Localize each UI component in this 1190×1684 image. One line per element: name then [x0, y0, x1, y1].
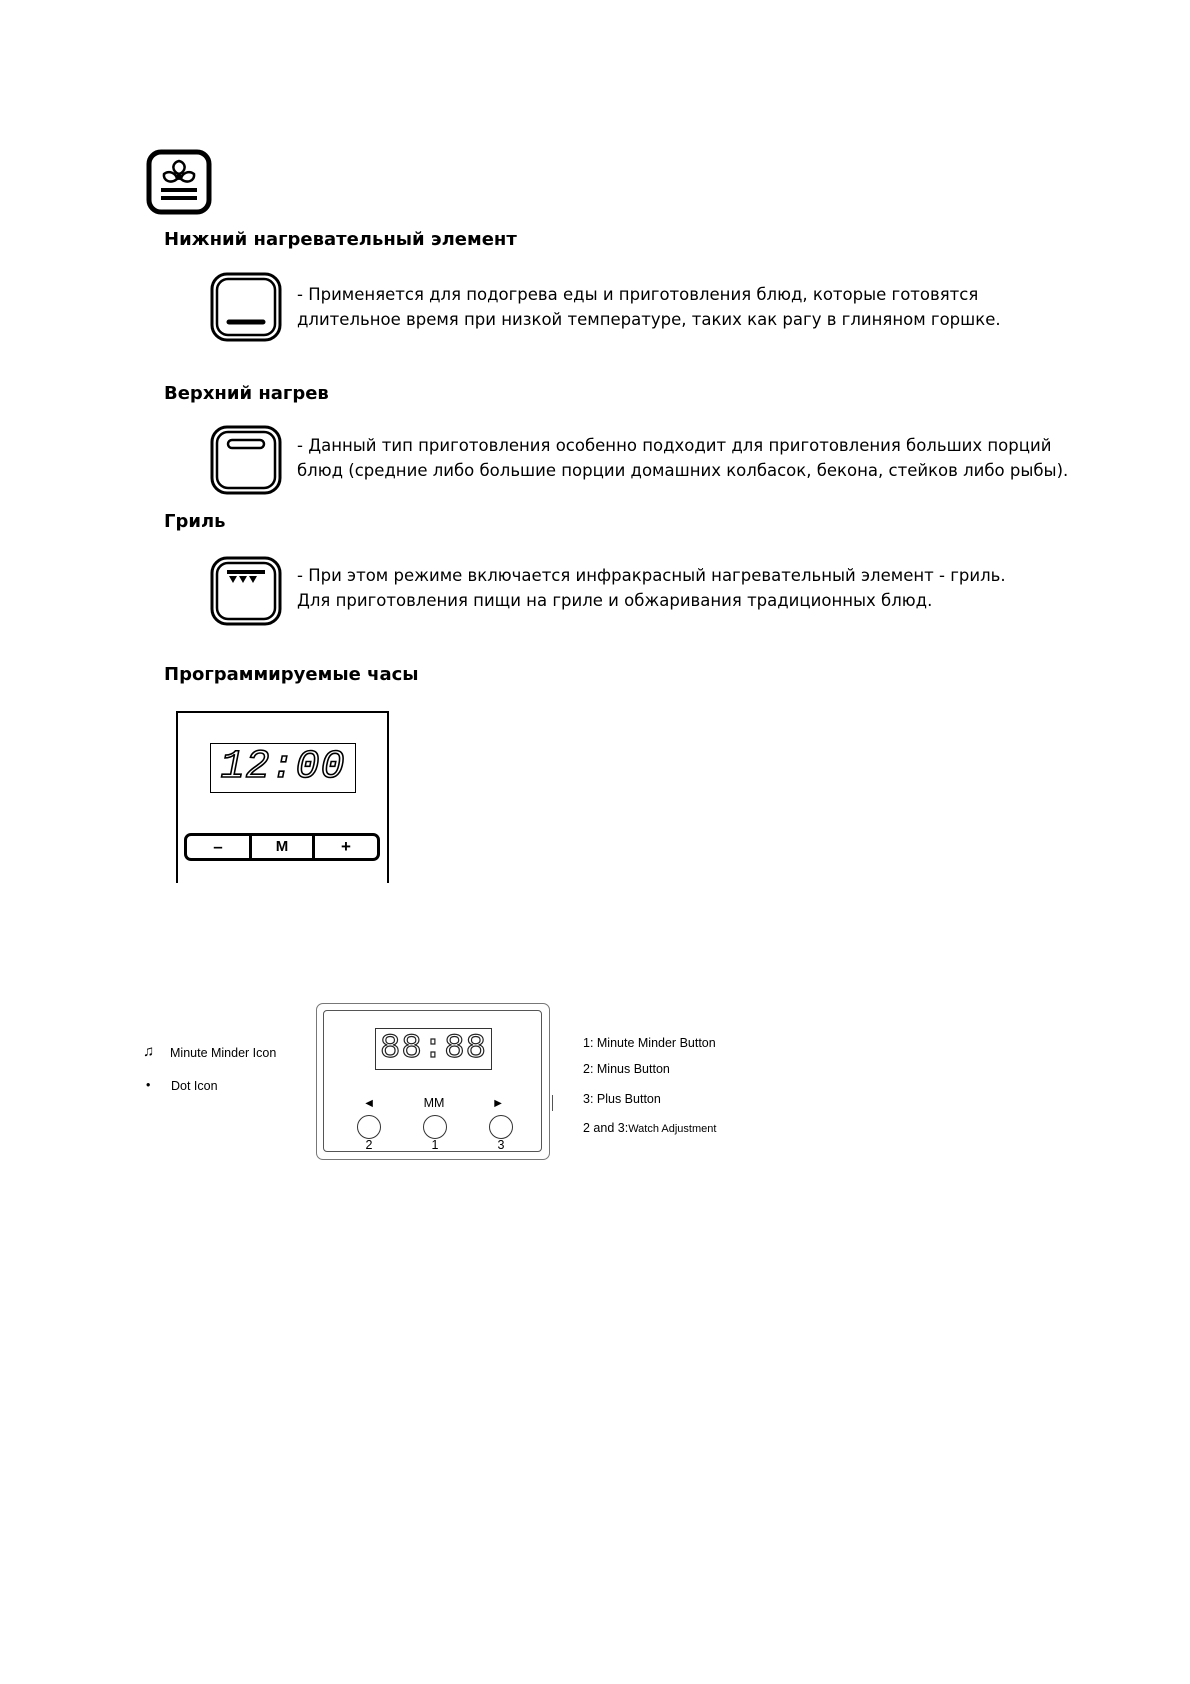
right-arrow-icon: ► — [491, 1096, 505, 1110]
legend-minus-button: 2: Minus Button — [583, 1062, 670, 1076]
clock-panel — [176, 711, 389, 883]
desc-line: блюд (средние либо большие порции домашних колбасок, бекона, стейков либо рыбы). — [297, 461, 1069, 480]
panel-edge-mark — [552, 1095, 553, 1111]
mm-label: MM — [423, 1096, 445, 1110]
legend-minute-minder-button: 1: Minute Minder Button — [583, 1036, 716, 1050]
button-number: 3 — [497, 1138, 505, 1152]
minus-button[interactable] — [357, 1115, 381, 1139]
section-heading-bottom-heat: Нижний нагревательный элемент — [164, 229, 517, 250]
section-heading-top-heat: Верхний нагрев — [164, 383, 329, 404]
desc-line: - Применяется для подогрева еды и приготовления блюд, которые готовятся — [297, 285, 979, 304]
clock-minus-button[interactable]: – — [187, 836, 252, 858]
clock-display — [210, 743, 356, 793]
fan-bottom-heat-icon — [146, 149, 212, 215]
clock-button-bar — [184, 833, 380, 861]
grill-icon — [209, 555, 283, 627]
clock-mode-button[interactable]: M — [252, 836, 315, 858]
desc-line: - Данный тип приготовления особенно подходит для приготовления больших порций — [297, 436, 1052, 455]
top-heat-icon — [209, 424, 283, 496]
left-arrow-icon: ◄ — [362, 1096, 376, 1110]
desc-line: Для приготовления пищи на гриле и обжаривания традиционных блюд. — [297, 591, 933, 610]
desc-line: - При этом режиме включается инфракрасный нагревательный элемент - гриль. — [297, 566, 1006, 585]
legend-watch-adjustment-prefix: 2 and 3: — [583, 1121, 629, 1135]
desc-line: длительное время при низкой температуре, таких как рагу в глиняном горшке. — [297, 310, 1001, 329]
legend-watch-adjustment-text: Watch Adjustment — [628, 1123, 717, 1135]
timer-display — [375, 1028, 492, 1070]
legend-plus-button: 3: Plus Button — [583, 1092, 661, 1106]
timer-panel — [316, 1003, 550, 1160]
section-desc-grill — [297, 563, 1006, 613]
section-desc-top-heat — [297, 433, 1068, 483]
minute-minder-button[interactable] — [423, 1115, 447, 1139]
plus-button[interactable] — [489, 1115, 513, 1139]
minute-minder-icon: ♫ — [143, 1043, 155, 1060]
timer-digits: 88:88 — [379, 1030, 488, 1068]
section-heading-clock: Программируемые часы — [164, 664, 419, 685]
button-number: 2 — [365, 1138, 373, 1152]
dot-icon: • — [146, 1078, 151, 1092]
legend-watch-adjustment — [583, 1121, 716, 1135]
section-desc-bottom-heat — [297, 282, 1001, 332]
bottom-heat-icon — [209, 271, 283, 343]
button-number: 1 — [431, 1138, 439, 1152]
legend-dot-icon: Dot Icon — [171, 1079, 218, 1093]
section-heading-grill: Гриль — [164, 511, 226, 532]
legend-minute-minder-icon: Minute Minder Icon — [170, 1046, 277, 1060]
clock-plus-button[interactable]: + — [341, 837, 351, 856]
clock-time: 12:00 — [220, 745, 346, 790]
